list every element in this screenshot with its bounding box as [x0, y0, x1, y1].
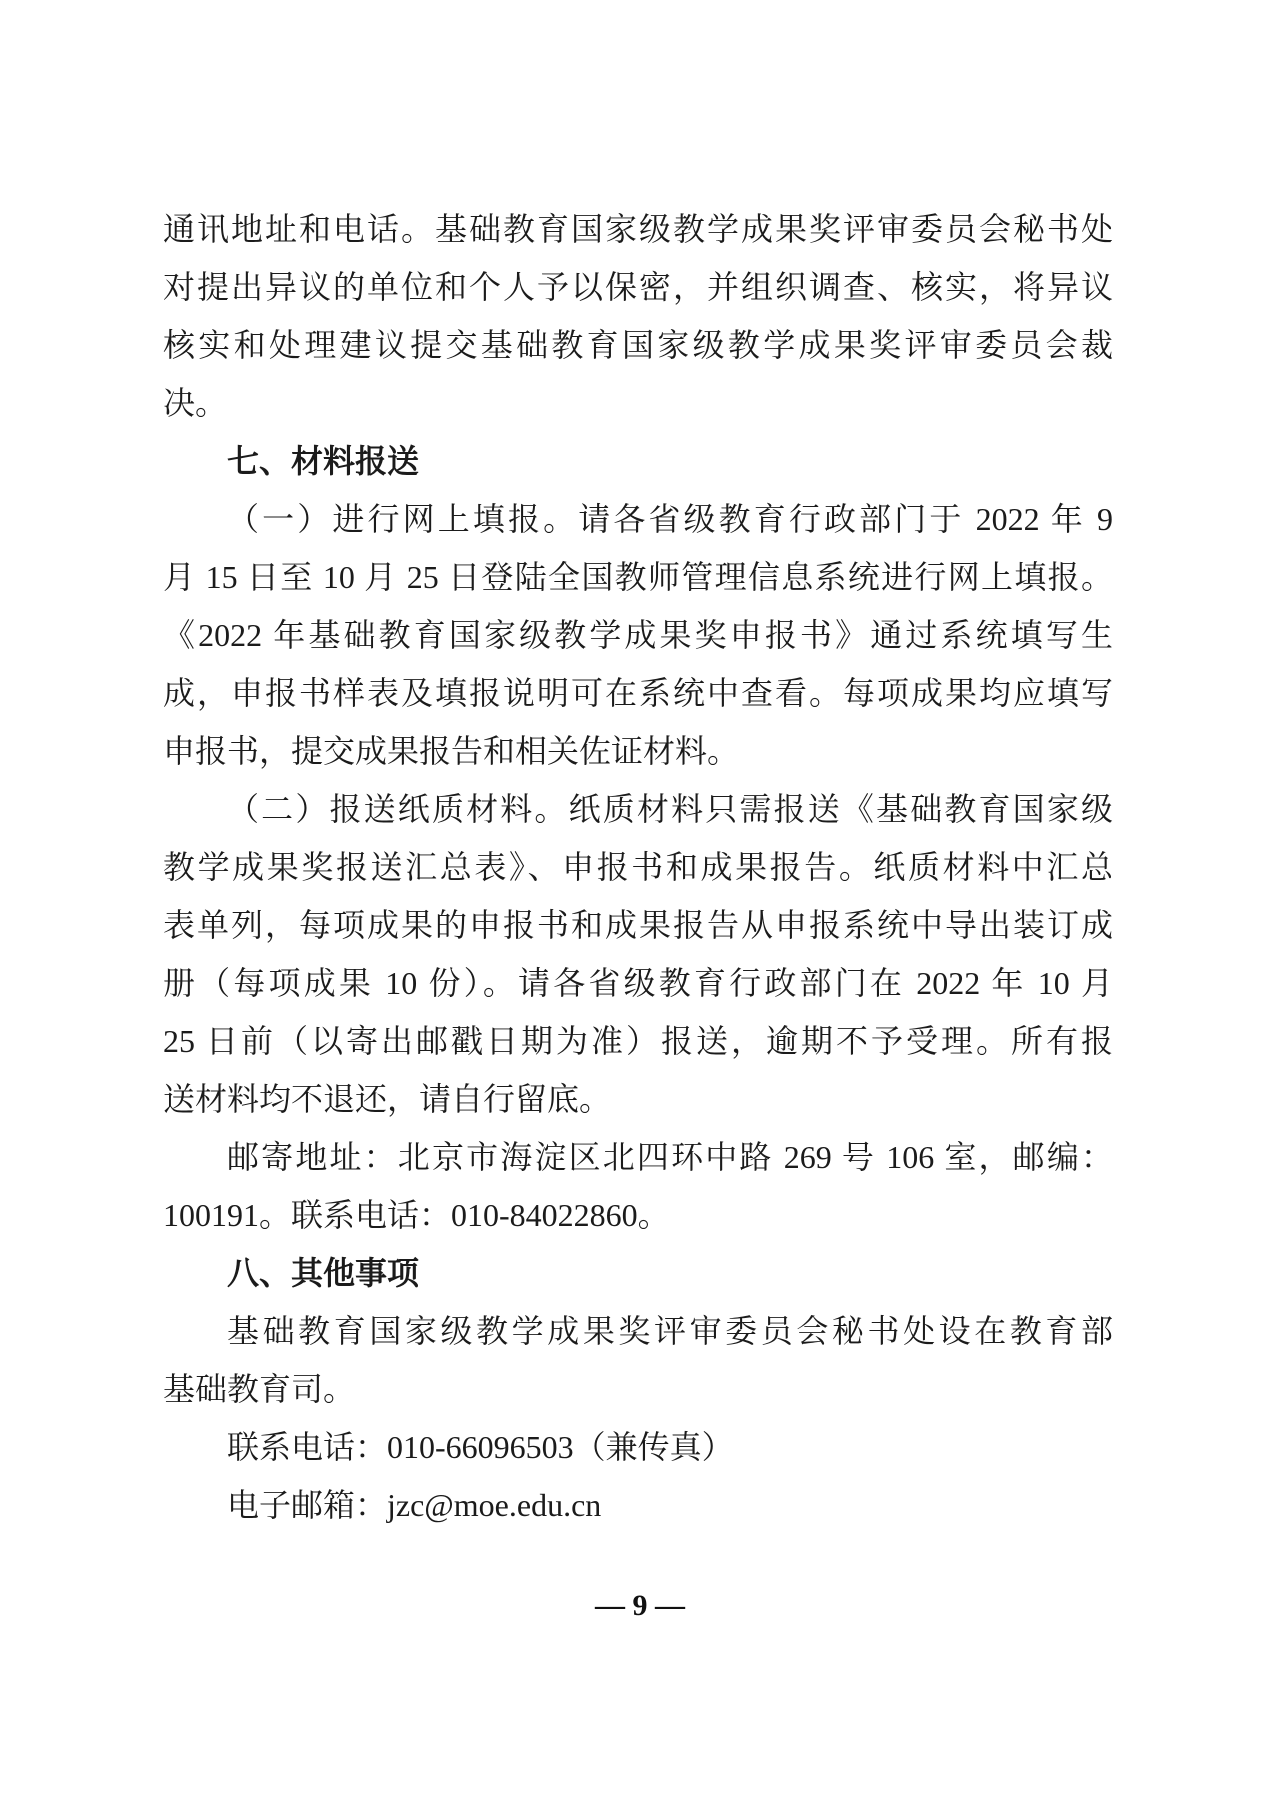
document-body	[163, 200, 1113, 1534]
text-line: 基础教育司。	[163, 1371, 356, 1407]
section-7-heading: 七、材料报送	[227, 443, 420, 479]
contact-email-line: 电子邮箱：jzc@moe.edu.cn	[227, 1487, 602, 1523]
text-line: 决。	[163, 385, 228, 421]
section-8-heading: 八、其他事项	[227, 1255, 420, 1291]
mailing-address-line: 邮寄地址：北京市海淀区北四环中路 269 号 106 室，邮编：	[227, 1139, 1113, 1175]
text-line: 通讯地址和电话。基础教育国家级教学成果奖评审委员会秘书处	[163, 211, 1113, 247]
text-line: 基础教育国家级教学成果奖评审委员会秘书处设在教育部	[227, 1313, 1113, 1349]
text-line: 送材料均不退还，请自行留底。	[163, 1081, 612, 1117]
text-line: （一）进行网上填报。请各省级教育行政部门于 2022 年 9	[227, 501, 1113, 537]
text-line: 月 15 日至 10 月 25 日登陆全国教师管理信息系统进行网上填报。	[163, 559, 1113, 595]
text-line: 册（每项成果 10 份）。请各省级教育行政部门在 2022 年 10 月	[163, 965, 1113, 1001]
postcode-phone-line: 100191。联系电话：010-84022860。	[163, 1197, 670, 1233]
text-line: 《2022 年基础教育国家级教学成果奖申报书》通过系统填写生	[163, 617, 1113, 653]
text-line: 申报书，提交成果报告和相关佐证材料。	[163, 733, 740, 769]
text-line: 对提出异议的单位和个人予以保密，并组织调查、核实，将异议	[163, 269, 1113, 305]
text-line: 核实和处理建议提交基础教育国家级教学成果奖评审委员会裁	[163, 327, 1113, 363]
text-line: 教学成果奖报送汇总表》、申报书和成果报告。纸质材料中汇总	[163, 849, 1113, 885]
text-line: 25 日前（以寄出邮戳日期为准）报送，逾期不予受理。所有报	[163, 1023, 1113, 1059]
text-line: 成，申报书样表及填报说明可在系统中查看。每项成果均应填写	[163, 675, 1113, 711]
text-line: 表单列，每项成果的申报书和成果报告从申报系统中导出装订成	[163, 907, 1113, 943]
page-number: — 9 —	[595, 1589, 685, 1622]
contact-phone-line: 联系电话：010-66096503（兼传真）	[227, 1429, 734, 1465]
text-line: （二）报送纸质材料。纸质材料只需报送《基础教育国家级	[227, 791, 1113, 827]
